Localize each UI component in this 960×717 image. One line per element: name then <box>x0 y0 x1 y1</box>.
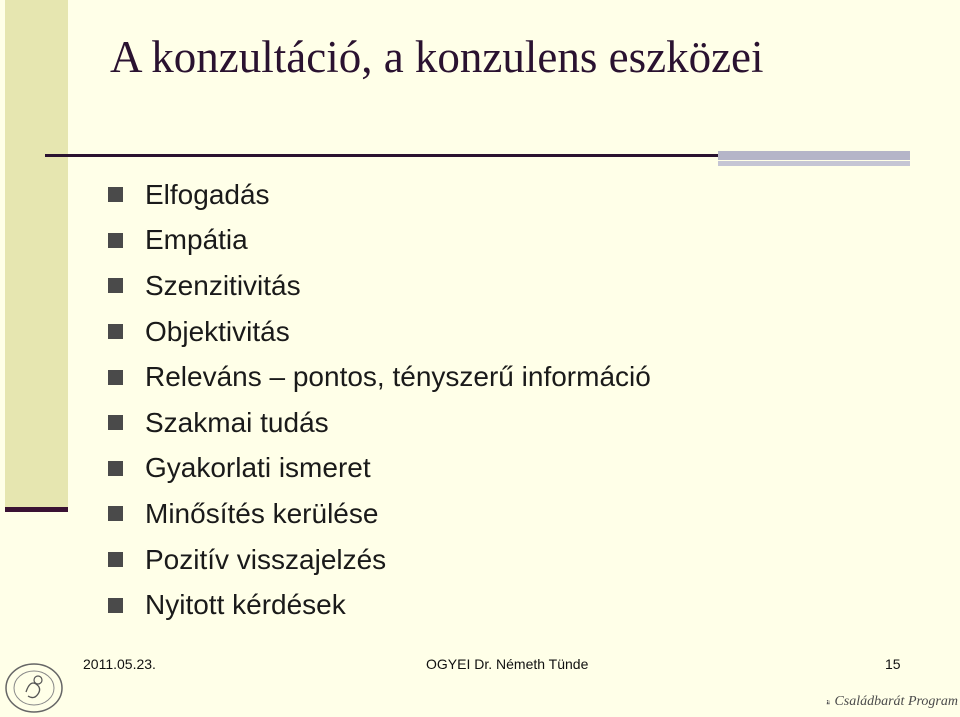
left-decorative-band <box>5 0 68 510</box>
bullet-text: Gyakorlati ismeret <box>145 452 371 484</box>
bullet-text: Minősítés kerülése <box>145 497 379 529</box>
ogyei-logo-icon <box>4 662 64 714</box>
bullet-item <box>108 309 651 355</box>
bullet-text: Pozitív visszajelzés <box>145 543 387 575</box>
square-bullet-icon <box>108 415 123 430</box>
bullet-list <box>108 172 651 628</box>
bullet-item <box>108 582 651 628</box>
csaladbarat-program-text: Családbarát Program <box>834 694 958 709</box>
title-rule-accent <box>718 151 910 160</box>
left-band-underline <box>5 507 68 512</box>
bullet-item <box>108 263 651 309</box>
bullet-text: Nyitott kérdések <box>145 589 346 621</box>
title-rule-accent-lower <box>718 161 910 166</box>
square-bullet-icon <box>108 370 123 385</box>
square-bullet-icon <box>108 461 123 476</box>
bullet-text: Objektivitás <box>145 315 290 347</box>
slide-title: A konzultáció, a konzulens eszközei <box>110 32 764 82</box>
bullet-item <box>108 491 651 537</box>
square-bullet-icon <box>108 552 123 567</box>
square-bullet-icon <box>108 324 123 339</box>
bullet-item <box>108 354 651 400</box>
bullet-item <box>108 172 651 218</box>
page-number: 15 <box>885 656 901 672</box>
csaladbarat-program-logo <box>826 690 958 714</box>
bullet-text: Szakmai tudás <box>145 406 329 438</box>
family-figure-icon <box>826 691 830 713</box>
square-bullet-icon <box>108 598 123 613</box>
bullet-text: Szenzitivitás <box>145 269 301 301</box>
bullet-item <box>108 400 651 446</box>
square-bullet-icon <box>108 506 123 521</box>
bullet-text: Elfogadás <box>145 178 270 210</box>
footer-date: 2011.05.23. <box>83 656 156 672</box>
square-bullet-icon <box>108 187 123 202</box>
bullet-text: Releváns – pontos, tényszerű információ <box>145 361 651 393</box>
square-bullet-icon <box>108 278 123 293</box>
bullet-item <box>108 537 651 583</box>
bullet-text: Empátia <box>145 224 248 256</box>
footer-author: OGYEI Dr. Németh Tünde <box>426 656 589 672</box>
square-bullet-icon <box>108 233 123 248</box>
bullet-item <box>108 446 651 492</box>
bullet-item <box>108 218 651 264</box>
